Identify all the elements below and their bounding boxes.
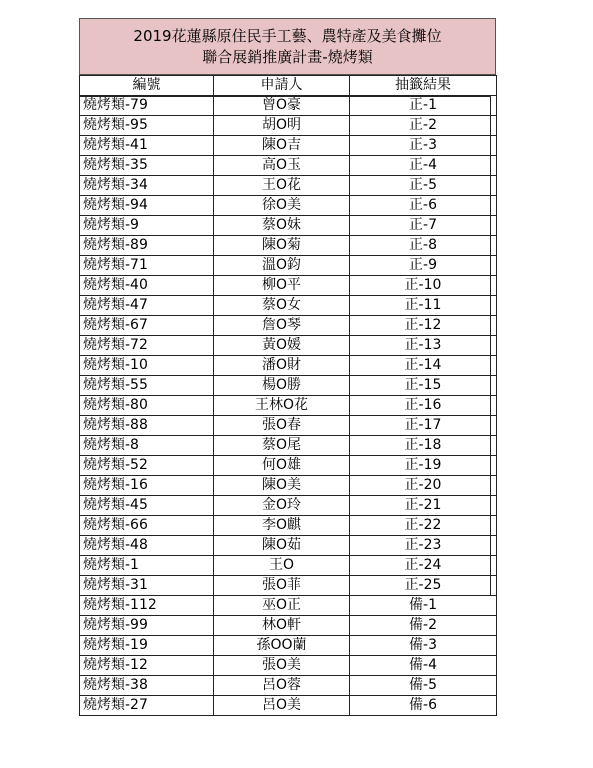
row-code: 燒烤類-19	[80, 636, 214, 656]
table-row	[80, 696, 497, 716]
row-applicant: 陳O菊	[214, 236, 350, 256]
row-result: 正-5	[350, 176, 497, 196]
row-applicant: 張O春	[214, 416, 350, 436]
row-result: 正-16	[350, 396, 497, 416]
row-result: 正-20	[350, 476, 497, 496]
row-code: 燒烤類-52	[80, 456, 214, 476]
row-result: 備-3	[350, 636, 497, 656]
row-result: 備-4	[350, 656, 497, 676]
table-row	[80, 256, 497, 276]
row-code: 燒烤類-48	[80, 536, 214, 556]
row-applicant: 陳O美	[214, 476, 350, 496]
row-code: 燒烤類-89	[80, 236, 214, 256]
row-result: 正-3	[350, 136, 497, 156]
row-code: 燒烤類-8	[80, 436, 214, 456]
row-result: 正-4	[350, 156, 497, 176]
table-row	[80, 436, 497, 456]
row-result: 正-18	[350, 436, 497, 456]
row-result: 正-7	[350, 216, 497, 236]
table-row	[80, 536, 497, 556]
table-row	[80, 156, 497, 176]
table-row	[80, 316, 497, 336]
row-result: 正-22	[350, 516, 497, 536]
row-result: 正-2	[350, 116, 497, 136]
lottery-result-sheet	[79, 18, 496, 716]
row-result: 正-10	[350, 276, 497, 296]
row-code: 燒烤類-31	[80, 576, 214, 596]
row-result: 正-11	[350, 296, 497, 316]
row-result: 正-15	[350, 376, 497, 396]
table-row	[80, 356, 497, 376]
table-row	[80, 216, 497, 236]
row-code: 燒烤類-71	[80, 256, 214, 276]
row-applicant: 柳O平	[214, 276, 350, 296]
row-result: 備-5	[350, 676, 497, 696]
row-code: 燒烤類-12	[80, 656, 214, 676]
table-row	[80, 196, 497, 216]
row-applicant: 胡O明	[214, 116, 350, 136]
row-code: 燒烤類-35	[80, 156, 214, 176]
header-code: 編號	[80, 76, 214, 96]
row-applicant: 楊O勝	[214, 376, 350, 396]
table-row	[80, 676, 497, 696]
row-code: 燒烤類-80	[80, 396, 214, 416]
row-applicant: 黃O媛	[214, 336, 350, 356]
row-applicant: 蔡O尾	[214, 436, 350, 456]
row-code: 燒烤類-88	[80, 416, 214, 436]
row-result: 正-6	[350, 196, 497, 216]
row-code: 燒烤類-16	[80, 476, 214, 496]
row-applicant: 蔡O妹	[214, 216, 350, 236]
header-row	[80, 76, 497, 96]
row-code: 燒烤類-45	[80, 496, 214, 516]
table-row	[80, 496, 497, 516]
row-code: 燒烤類-41	[80, 136, 214, 156]
table-row	[80, 276, 497, 296]
row-result: 正-13	[350, 336, 497, 356]
table-row	[80, 96, 497, 116]
row-applicant: 呂O蓉	[214, 676, 350, 696]
row-code: 燒烤類-95	[80, 116, 214, 136]
row-applicant: 王O	[214, 556, 350, 576]
row-applicant: 張O菲	[214, 576, 350, 596]
row-applicant: 巫O正	[214, 596, 350, 616]
row-code: 燒烤類-99	[80, 616, 214, 636]
table-row	[80, 456, 497, 476]
table-row	[80, 136, 497, 156]
row-applicant: 蔡O女	[214, 296, 350, 316]
row-result: 備-6	[350, 696, 497, 716]
row-applicant: 張O美	[214, 656, 350, 676]
title-line-2: 聯合展銷推廣計畫-燒烤類	[202, 47, 373, 66]
row-applicant: 呂O美	[214, 696, 350, 716]
row-code: 燒烤類-10	[80, 356, 214, 376]
table-row	[80, 656, 497, 676]
row-applicant: 潘O財	[214, 356, 350, 376]
results-body	[80, 96, 497, 716]
row-result: 正-25	[350, 576, 497, 596]
row-code: 燒烤類-40	[80, 276, 214, 296]
row-applicant: 何O雄	[214, 456, 350, 476]
row-applicant: 曾O豪	[214, 96, 350, 116]
table-row	[80, 476, 497, 496]
table-row	[80, 296, 497, 316]
row-applicant: 王林O花	[214, 396, 350, 416]
row-code: 燒烤類-38	[80, 676, 214, 696]
row-applicant: 徐O美	[214, 196, 350, 216]
row-code: 燒烤類-9	[80, 216, 214, 236]
results-table	[79, 75, 497, 716]
header-result: 抽籤結果	[350, 76, 497, 96]
title-line-1: 2019花蓮縣原住民手工藝、農特產及美食攤位	[133, 26, 442, 45]
table-row	[80, 636, 497, 656]
table-row	[80, 596, 497, 616]
header-applicant: 申請人	[214, 76, 350, 96]
row-result: 正-21	[350, 496, 497, 516]
row-result: 正-23	[350, 536, 497, 556]
row-code: 燒烤類-67	[80, 316, 214, 336]
row-result: 正-9	[350, 256, 497, 276]
table-row	[80, 116, 497, 136]
row-code: 燒烤類-72	[80, 336, 214, 356]
row-applicant: 高O玉	[214, 156, 350, 176]
row-code: 燒烤類-27	[80, 696, 214, 716]
row-result: 備-1	[350, 596, 497, 616]
row-code: 燒烤類-47	[80, 296, 214, 316]
row-applicant: 金O玲	[214, 496, 350, 516]
row-result: 備-2	[350, 616, 497, 636]
row-applicant: 孫OO蘭	[214, 636, 350, 656]
table-row	[80, 416, 497, 436]
row-code: 燒烤類-79	[80, 96, 214, 116]
row-result: 正-14	[350, 356, 497, 376]
row-result: 正-8	[350, 236, 497, 256]
row-result: 正-24	[350, 556, 497, 576]
row-applicant: 李O麒	[214, 516, 350, 536]
row-applicant: 陳O吉	[214, 136, 350, 156]
table-row	[80, 396, 497, 416]
table-row	[80, 376, 497, 396]
table-row	[80, 176, 497, 196]
row-code: 燒烤類-94	[80, 196, 214, 216]
row-result: 正-19	[350, 456, 497, 476]
row-applicant: 溫O鈞	[214, 256, 350, 276]
row-applicant: 陳O茹	[214, 536, 350, 556]
title-banner	[79, 18, 496, 75]
row-applicant: 林O軒	[214, 616, 350, 636]
table-row	[80, 556, 497, 576]
row-code: 燒烤類-1	[80, 556, 214, 576]
row-result: 正-1	[350, 96, 497, 116]
row-result: 正-12	[350, 316, 497, 336]
row-code: 燒烤類-34	[80, 176, 214, 196]
table-row	[80, 516, 497, 536]
row-applicant: 王O花	[214, 176, 350, 196]
row-code: 燒烤類-112	[80, 596, 214, 616]
table-row	[80, 336, 497, 356]
table-row	[80, 616, 497, 636]
row-result: 正-17	[350, 416, 497, 436]
table-row	[80, 236, 497, 256]
row-code: 燒烤類-55	[80, 376, 214, 396]
row-applicant: 詹O琴	[214, 316, 350, 336]
table-row	[80, 576, 497, 596]
row-code: 燒烤類-66	[80, 516, 214, 536]
